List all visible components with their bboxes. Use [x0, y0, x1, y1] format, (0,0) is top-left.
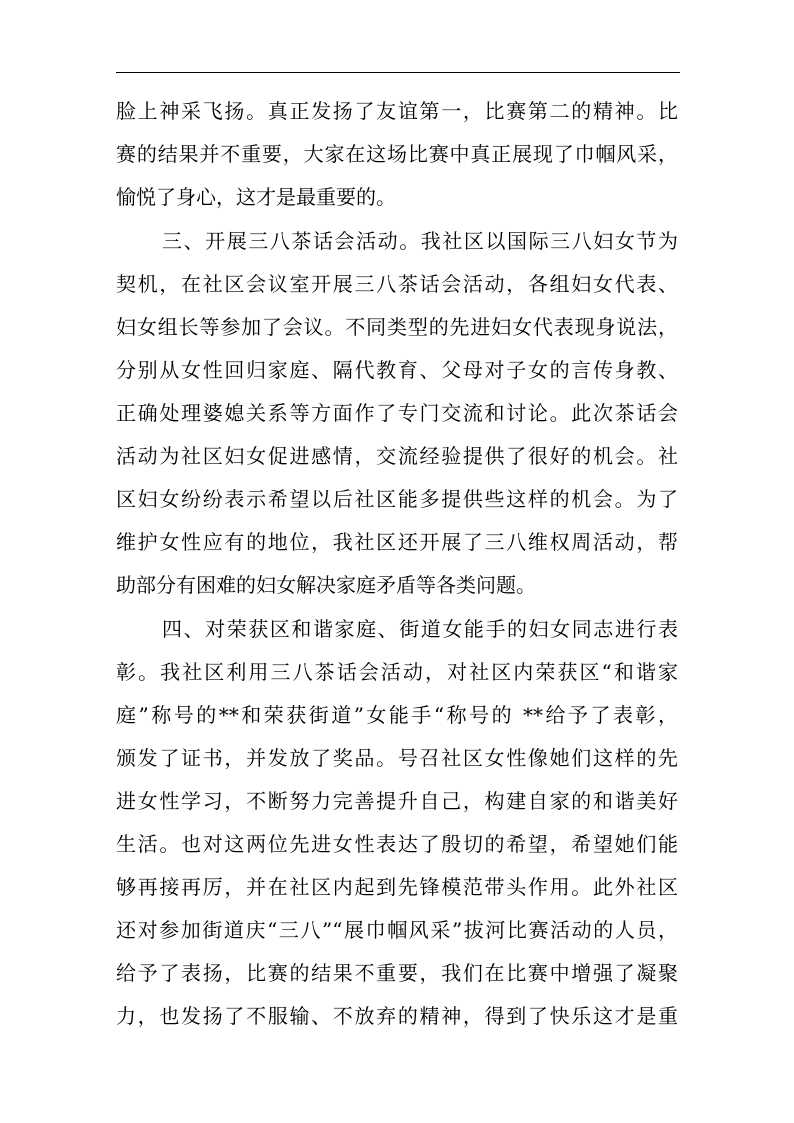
text-line: 庭”称号的**和荣获街道”女能手“称号的 **给予了表彰， — [116, 703, 678, 727]
text-line: 够再接再厉，并在社区内起到先锋模范带头作用。此外社区 — [116, 875, 678, 899]
text-line: 维护女性应有的地位，我社区还开展了三八维权周活动，帮 — [116, 530, 678, 554]
text-line: 还对参加街道庆“三八”“展巾帼风采”拔河比赛活动的人员， — [116, 918, 678, 942]
text-line: 助部分有困难的妇女解决家庭矛盾等各类问题。 — [116, 573, 536, 597]
text-line: 颁发了证书，并发放了奖品。号召社区女性像她们这样的先 — [116, 746, 678, 770]
text-line: 区妇女纷纷表示希望以后社区能多提供些这样的机会。为了 — [116, 487, 678, 511]
text-line: 力，也发扬了不服输、不放弃的精神，得到了快乐这才是重 — [116, 1004, 678, 1028]
section-3-heading-line: 三、开展三八茶话会活动。我社区以国际三八妇女节为 — [162, 229, 678, 253]
text-line: 给予了表扬，比赛的结果不重要，我们在比赛中增强了凝聚 — [116, 961, 678, 985]
text-line: 进女性学习，不断努力完善提升自己，构建自家的和谐美好 — [116, 789, 678, 813]
text-line: 赛的结果并不重要，大家在这场比赛中真正展现了巾帼风采， — [116, 142, 678, 166]
text-line: 愉悦了身心，这才是最重要的。 — [116, 185, 396, 209]
text-line: 生活。也对这两位先进女性表达了殷切的希望，希望她们能 — [116, 832, 678, 856]
text-line: 活动为社区妇女促进感情，交流经验提供了很好的机会。社 — [116, 444, 678, 468]
text-line: 脸上神采飞扬。真正发扬了友谊第一，比赛第二的精神。比 — [116, 99, 678, 123]
header-rule — [116, 72, 680, 73]
text-line: 彰。我社区利用三八茶话会活动，对社区内荣获区“和谐家 — [116, 660, 678, 684]
text-line: 契机，在社区会议室开展三八茶话会活动，各组妇女代表、 — [116, 272, 678, 296]
text-line: 妇女组长等参加了会议。不同类型的先进妇女代表现身说法， — [116, 315, 678, 339]
text-line: 分别从女性回归家庭、隔代教育、父母对子女的言传身教、 — [116, 358, 678, 382]
section-4-heading-line: 四、对荣获区和谐家庭、街道女能手的妇女同志进行表 — [162, 617, 678, 641]
text-line: 正确处理婆媳关系等方面作了专门交流和讨论。此次茶话会 — [116, 401, 678, 425]
